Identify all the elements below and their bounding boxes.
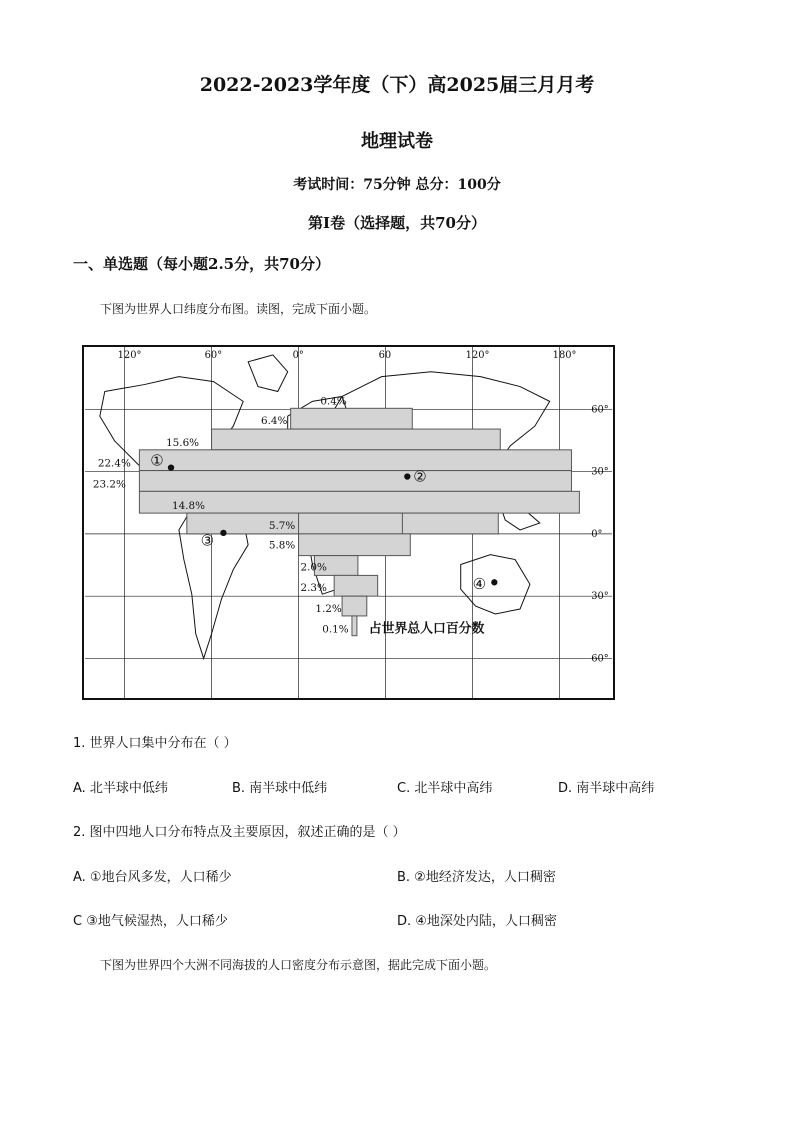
band-7 (299, 513, 403, 534)
pct-label: 23.2% (92, 478, 126, 491)
band-4 (139, 471, 571, 492)
band-3 (139, 450, 571, 471)
band-12 (352, 616, 357, 636)
q1-option-c[interactable]: C. 北半球中高纬 (397, 781, 493, 796)
lat-label: 0° (591, 528, 603, 540)
q2-option-d[interactable]: D. ④地深处内陆，人口稠密 (397, 914, 557, 929)
lon-label: 120° (117, 349, 142, 361)
pct-label: 2.0% (300, 561, 327, 574)
band-10 (334, 575, 378, 596)
q1-option-a[interactable]: A. 北半球中低纬 (73, 781, 168, 796)
q1-option-d[interactable]: D. 南半球中高纬 (558, 781, 655, 796)
subject-title: 地理试卷 (361, 131, 433, 152)
lat-label: 60° (591, 404, 609, 416)
q2-option-b[interactable]: B. ②地经济发达，人口稠密 (397, 870, 556, 885)
pct-label: 5.7% (268, 519, 296, 532)
pct-label: 2.3% (300, 582, 327, 595)
pct-label: 15.6% (166, 436, 200, 449)
lon-label: 180° (552, 349, 577, 361)
population-bars (139, 408, 579, 635)
pct-label: 6.4% (260, 415, 288, 428)
pct-label: 1.2% (315, 602, 342, 615)
q2-option-a[interactable]: A. ①地台风多发，人口稀少 (73, 870, 232, 885)
band-1 (291, 408, 413, 429)
exam-info: 考试时间：75分钟 总分：100分 (293, 177, 501, 193)
lon-label: 60° (204, 349, 223, 361)
main-title: 2022-2023学年度（下）高2025届三月月考 (199, 74, 595, 96)
intro-text-1: 下图为世界人口纬度分布图。读图，完成下面小题。 (100, 302, 377, 316)
volume-title: 第I卷（选择题，共70分） (308, 214, 486, 232)
band-11 (342, 596, 367, 616)
lon-label: 0° (292, 349, 304, 361)
marker-label-3: ③ (200, 532, 214, 550)
population-latitude-map (82, 345, 615, 700)
pct-label: 0.1% (322, 623, 349, 636)
lon-label: 60 (378, 349, 392, 361)
question-1-stem: 1. 世界人口集中分布在（ ） (73, 736, 237, 751)
band-5 (139, 491, 579, 513)
marker-label-2: ② (413, 468, 427, 486)
pct-label: 14.8% (172, 500, 205, 513)
lat-label: 30° (591, 591, 609, 603)
band-2 (212, 429, 501, 450)
pct-label: 0.4% (320, 395, 347, 408)
map-legend: 占世界总人口百分数 (368, 621, 485, 637)
question-2-stem: 2. 图中四地人口分布特点及主要原因，叙述正确的是（ ） (73, 825, 406, 840)
section-title: 一、单选题（每小题2.5分，共70分） (73, 255, 330, 273)
map-figure (84, 347, 613, 698)
lat-label: 60° (591, 653, 609, 665)
pct-label: 22.4% (97, 457, 131, 470)
marker-label-1: ① (150, 452, 164, 470)
band-8 (299, 534, 411, 556)
latitude-labels (591, 404, 609, 664)
lat-label: 30° (591, 466, 609, 478)
q1-option-b[interactable]: B. 南半球中低纬 (232, 781, 328, 796)
longitude-labels (118, 350, 577, 361)
marker-label-4: ④ (472, 576, 486, 594)
pct-label: 5.8% (268, 539, 296, 552)
q2-option-c[interactable]: C ③地气候湿热，人口稀少 (73, 914, 228, 929)
lon-label: 120° (465, 349, 490, 361)
intro-text-2: 下图为世界四个大洲不同海拔的人口密度分布示意图，据此完成下面小题。 (100, 958, 497, 972)
